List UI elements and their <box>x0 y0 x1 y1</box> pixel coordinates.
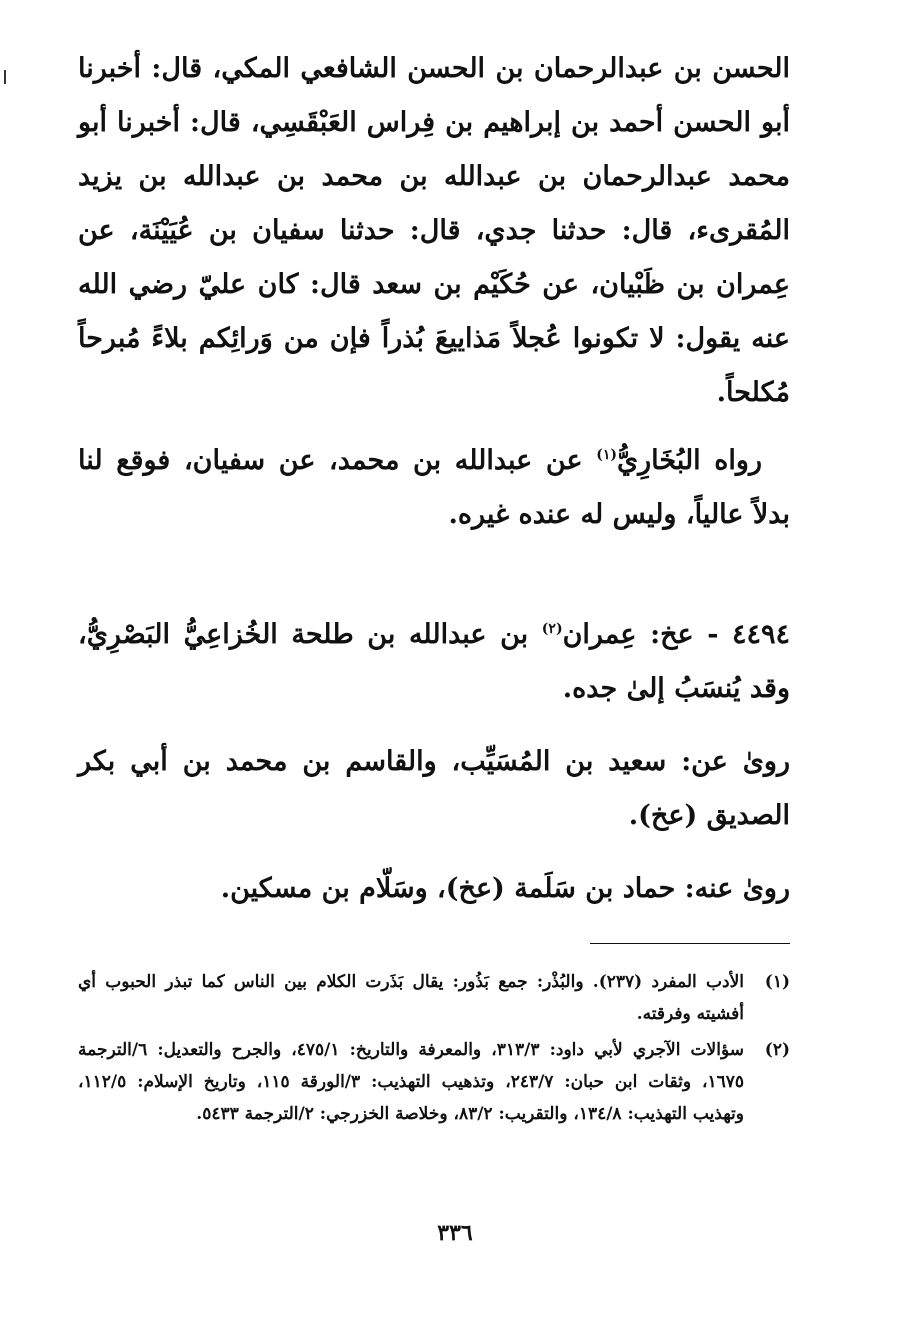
narrated-from-paragraph <box>78 735 790 843</box>
scan-edge-mark <box>4 70 6 84</box>
narration-chain-paragraph <box>78 42 790 420</box>
footnote-marker-1: (١) <box>596 447 617 463</box>
attribution-text-end: عن عبدالله بن محمد، عن سفيان، فوقع لنا بدلاً عالياً، وليس له عنده غيره. <box>78 445 790 530</box>
footnote-text: الأدب المفرد (٢٣٧). والبُذْر: جمع بَذُور: يقال بَذَرت الكلام بين الناس كما تبذر الحبوب أي أفشيته وفرقته. <box>78 972 744 1024</box>
footnote-number: (١) <box>764 972 790 992</box>
narrated-from-text: روىٰ عن: سعيد بن المُسَيِّب، والقاسم بن محمد بن أبي بكر الصديق (عخ). <box>78 746 790 831</box>
biography-entry-heading <box>78 608 790 716</box>
footnote-marker-2: (٢) <box>541 621 563 637</box>
footnote-1 <box>78 966 790 1030</box>
attribution-paragraph <box>78 434 790 542</box>
narrated-by-paragraph <box>78 862 790 916</box>
footnote-text: سؤالات الآجري لأبي داود: ٣١٣/٣، والمعرفة والتاريخ: ٤٧٥/١، والجرح والتعديل: ٦/الترجمة ١٦٧٥، وثقات ابن حبان: ٢٤٣/٧، وتذهيب التهذيب: ٣/الورقة ١١٥، وتاريخ الإسلام: ١١٢/٥، وتهذيب التهذيب: ١٣٤/٨، والتقريب: ٨٣/٢، وخلاصة الخزرجي: ٢/الترجمة ٥٤٣٣. <box>78 1040 745 1124</box>
footnote-2 <box>78 1034 790 1130</box>
footnote-separator <box>590 943 790 944</box>
page-number: ٣٣٦ <box>437 1220 473 1246</box>
footnotes-section <box>78 966 790 1134</box>
entry-title-end: بن عبدالله بن طلحة الخُزاعِيُّ البَصْرِيُّ، وقد يُنسَبُ إلىٰ جده. <box>78 619 790 704</box>
paragraph-text: الحسن بن عبدالرحمان بن الحسن الشافعي المكي، قال: أخبرنا أبو الحسن أحمد بن إبراهيم بن فِراس العَبْقَسِي، قال: أخبرنا أبو محمد عبدالرحمان بن عبدالله بن محمد بن عبدالله بن يزيد المُقرىء، قال: حدثنا جدي، قال: حدثنا سفيان بن عُيَيْنَة، عن عِمران بن ظَبْيان، عن حُكَيْم بن سعد قال: كان عليّ رضي الله عنه يقول: لا تكونوا عُجلاً مَذاييعَ بُذراً فإن من وَرائِكم بلاءً مُبرحاً مُكلحاً. <box>78 53 790 408</box>
attribution-text-start: رواه البُخَارِيُّ <box>616 445 763 476</box>
narrated-by-text: روىٰ عنه: حماد بن سَلَمة (عخ)، وسَلّام بن مسكين. <box>220 873 790 904</box>
entry-title-start: ٤٤٩٤ - عخ: عِمران <box>562 619 790 650</box>
footnote-number: (٢) <box>764 1040 790 1060</box>
